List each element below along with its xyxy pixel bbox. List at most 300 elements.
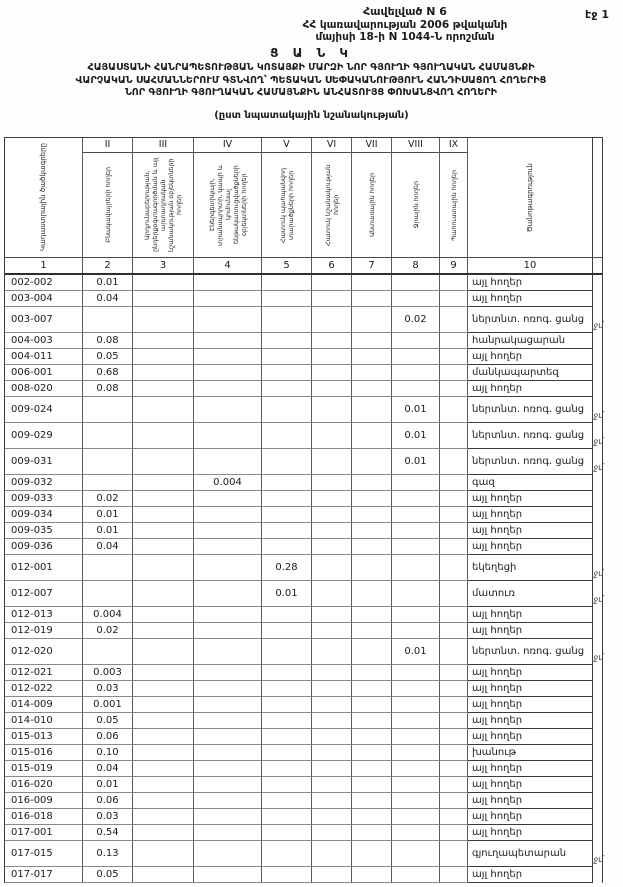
- area-value-cell: [352, 665, 392, 681]
- remark-cell: մանկապարտեզ: [468, 365, 593, 381]
- area-value-cell: [440, 539, 468, 555]
- area-value-cell: [392, 275, 440, 291]
- table-row: [5, 777, 602, 793]
- area-value-cell: 0.01: [83, 507, 133, 523]
- area-value-cell: [392, 825, 440, 841]
- area-value-cell: 0.06: [83, 793, 133, 809]
- area-value-cell: [194, 623, 262, 639]
- area-value-cell: [133, 681, 194, 697]
- cadastral-code-cell: 014-010: [5, 713, 83, 729]
- area-value-cell: [440, 681, 468, 697]
- area-value-cell: [312, 639, 352, 665]
- remark-cell: այլ հողեր: [468, 523, 593, 539]
- area-value-cell: [312, 867, 352, 883]
- area-value-cell: 0.08: [83, 381, 133, 397]
- area-value-cell: [133, 539, 194, 555]
- handwritten-margin-annotation: [592, 713, 602, 730]
- roman-numeral: V: [262, 138, 311, 153]
- area-value-cell: [312, 307, 352, 333]
- area-value-cell: [194, 555, 262, 581]
- table-row: [5, 825, 602, 841]
- area-value-cell: 0.01: [83, 523, 133, 539]
- area-value-cell: [312, 523, 352, 539]
- area-value-cell: [440, 275, 468, 291]
- area-value-cell: [352, 449, 392, 475]
- area-value-cell: [194, 607, 262, 623]
- column-header-reserve-lands: [440, 138, 468, 257]
- area-value-cell: [133, 867, 194, 883]
- area-value-cell: [392, 607, 440, 623]
- area-value-cell: [440, 423, 468, 449]
- cadastral-code-cell: 008-020: [5, 381, 83, 397]
- area-value-cell: [262, 381, 312, 397]
- area-value-cell: [133, 365, 194, 381]
- handwritten-margin-annotation: [592, 681, 602, 698]
- handwritten-margin-annotation: [592, 475, 602, 492]
- page-number-label: էջ 1: [585, 8, 609, 21]
- area-value-cell: [194, 491, 262, 507]
- rotated-header-label: Էներգետիկայի, տրանսպորտի, կապի և կոմունալ ենթակառուցվածքների օբյեկտների հողեր: [207, 164, 248, 246]
- remark-cell: այլ հողեր: [468, 381, 593, 397]
- remark-cell: այլ հողեր: [468, 607, 593, 623]
- area-value-cell: [312, 793, 352, 809]
- area-value-cell: [440, 397, 468, 423]
- area-value-cell: [440, 349, 468, 365]
- rotated-header-label: Ծանոթագրություն: [525, 162, 534, 233]
- cadastral-code-cell: 009-029: [5, 423, 83, 449]
- handwritten-margin-annotation: [592, 381, 602, 398]
- area-value-cell: [392, 365, 440, 381]
- area-value-cell: [133, 793, 194, 809]
- area-value-cell: [440, 665, 468, 681]
- remark-cell: գյուղապետարան: [468, 841, 593, 867]
- area-value-cell: [133, 809, 194, 825]
- area-value-cell: [133, 275, 194, 291]
- area-value-cell: [352, 639, 392, 665]
- handwritten-margin-annotation: ջմ: [593, 436, 604, 448]
- area-value-cell: [440, 697, 468, 713]
- area-value-cell: [194, 365, 262, 381]
- area-value-cell: [262, 639, 312, 665]
- area-value-cell: 0.03: [83, 681, 133, 697]
- handwritten-margin-annotation: [592, 365, 602, 382]
- area-value-cell: [392, 841, 440, 867]
- area-value-cell: [392, 507, 440, 523]
- area-value-cell: [312, 423, 352, 449]
- area-value-cell: [194, 761, 262, 777]
- cadastral-code-cell: 012-022: [5, 681, 83, 697]
- area-value-cell: [352, 275, 392, 291]
- area-value-cell: [83, 449, 133, 475]
- area-value-cell: [262, 841, 312, 867]
- handwritten-margin-annotation: [592, 867, 602, 884]
- area-value-cell: [83, 397, 133, 423]
- rotated-header-label: Ջրային հողեր: [411, 181, 420, 229]
- area-value-cell: [440, 777, 468, 793]
- area-value-cell: [392, 665, 440, 681]
- handwritten-margin-annotation: [592, 333, 602, 350]
- table-header-row: [5, 138, 602, 257]
- roman-numeral: II: [83, 138, 132, 153]
- area-value-cell: [312, 713, 352, 729]
- area-value-cell: [352, 475, 392, 491]
- remark-cell: գազ: [468, 475, 593, 491]
- area-value-cell: [312, 349, 352, 365]
- area-value-cell: [352, 867, 392, 883]
- area-value-cell: [440, 365, 468, 381]
- cadastral-code-cell: 004-011: [5, 349, 83, 365]
- area-value-cell: 0.04: [83, 291, 133, 307]
- cadastral-code-cell: 002-002: [5, 275, 83, 291]
- table-row: [5, 681, 602, 697]
- cadastral-code-cell: 015-019: [5, 761, 83, 777]
- area-value-cell: [440, 581, 468, 607]
- area-value-cell: [194, 639, 262, 665]
- area-value-cell: [262, 745, 312, 761]
- area-value-cell: [312, 475, 352, 491]
- area-value-cell: [262, 607, 312, 623]
- area-value-cell: [352, 539, 392, 555]
- remark-cell: ներտնտ. ոռոգ. ցանց: [468, 639, 593, 665]
- area-value-cell: [262, 697, 312, 713]
- area-value-cell: [194, 275, 262, 291]
- remark-cell: այլ հողեր: [468, 729, 593, 745]
- column-number: 1: [5, 258, 83, 273]
- area-value-cell: [262, 475, 312, 491]
- area-value-cell: [312, 555, 352, 581]
- remark-cell: այլ հողեր: [468, 275, 593, 291]
- cadastral-code-cell: 009-036: [5, 539, 83, 555]
- handwritten-margin-annotation: [592, 777, 602, 794]
- remark-cell: եկեղեցի: [468, 555, 593, 581]
- area-value-cell: [312, 539, 352, 555]
- area-value-cell: [133, 581, 194, 607]
- table-row: [5, 491, 602, 507]
- area-value-cell: 0.01: [392, 639, 440, 665]
- area-value-cell: [312, 365, 352, 381]
- area-value-cell: 0.05: [83, 867, 133, 883]
- remark-cell: այլ հողեր: [468, 539, 593, 555]
- area-value-cell: [440, 291, 468, 307]
- area-value-cell: [392, 539, 440, 555]
- area-value-cell: [440, 491, 468, 507]
- table-row: [5, 507, 602, 523]
- cadastral-code-cell: 012-020: [5, 639, 83, 665]
- handwritten-margin-annotation: [592, 809, 602, 826]
- handwritten-margin-annotation: [592, 349, 602, 366]
- cadastral-code-cell: 017-017: [5, 867, 83, 883]
- area-value-cell: [133, 697, 194, 713]
- remark-cell: այլ հողեր: [468, 291, 593, 307]
- column-header-settlement-lands: [83, 138, 133, 257]
- rotated-header-label: Կադաստրային ծածկագրերը: [39, 143, 48, 252]
- column-number: 7: [352, 258, 392, 273]
- area-value-cell: [262, 307, 312, 333]
- remark-cell: այլ հողեր: [468, 809, 593, 825]
- handwritten-margin-annotation: [592, 607, 602, 624]
- table-row: [5, 275, 602, 291]
- handwritten-margin-annotation: [592, 665, 602, 682]
- area-value-cell: [352, 365, 392, 381]
- area-value-cell: [194, 867, 262, 883]
- cadastral-code-cell: 006-001: [5, 365, 83, 381]
- area-value-cell: [194, 665, 262, 681]
- table-row: [5, 867, 602, 883]
- table-row: [5, 745, 602, 761]
- area-value-cell: [262, 777, 312, 793]
- area-value-cell: [262, 449, 312, 475]
- area-value-cell: [194, 381, 262, 397]
- area-value-cell: [83, 307, 133, 333]
- area-value-cell: [262, 825, 312, 841]
- area-value-cell: [194, 809, 262, 825]
- area-value-cell: [440, 761, 468, 777]
- cadastral-code-cell: 017-015: [5, 841, 83, 867]
- table-row: [5, 307, 602, 333]
- handwritten-margin-annotation: [592, 793, 602, 810]
- roman-numeral: VI: [312, 138, 351, 153]
- handwritten-margin-annotation: ջմ: [593, 410, 604, 422]
- area-value-cell: [352, 555, 392, 581]
- area-value-cell: [312, 809, 352, 825]
- area-value-cell: [392, 729, 440, 745]
- area-value-cell: [194, 841, 262, 867]
- area-value-cell: [83, 581, 133, 607]
- area-value-cell: [133, 665, 194, 681]
- handwritten-margin-annotation: [592, 291, 602, 308]
- column-number: 5: [262, 258, 312, 273]
- area-value-cell: [262, 713, 312, 729]
- area-value-cell: [392, 867, 440, 883]
- area-value-cell: [83, 475, 133, 491]
- area-value-cell: [262, 291, 312, 307]
- table-row: [5, 841, 602, 867]
- roman-numeral: IV: [194, 138, 261, 153]
- area-value-cell: [133, 745, 194, 761]
- remark-cell: ներտնտ. ոռոգ. ցանց: [468, 423, 593, 449]
- column-number: 9: [440, 258, 468, 273]
- area-value-cell: [352, 523, 392, 539]
- area-value-cell: 0.08: [83, 333, 133, 349]
- table-row: [5, 523, 602, 539]
- area-value-cell: 0.02: [392, 307, 440, 333]
- table-row: [5, 809, 602, 825]
- area-value-cell: [312, 275, 352, 291]
- remark-cell: այլ հողեր: [468, 761, 593, 777]
- cadastral-code-cell: 003-004: [5, 291, 83, 307]
- area-value-cell: [392, 681, 440, 697]
- area-value-cell: 0.10: [83, 745, 133, 761]
- column-numbers-row: [5, 257, 602, 275]
- area-value-cell: [133, 639, 194, 665]
- area-value-cell: 0.01: [262, 581, 312, 607]
- area-value-cell: [194, 523, 262, 539]
- area-value-cell: [133, 761, 194, 777]
- remark-cell: ներտնտ. ոռոգ. ցանց: [468, 307, 593, 333]
- area-value-cell: [312, 449, 352, 475]
- area-value-cell: 0.001: [83, 697, 133, 713]
- area-value-cell: [392, 793, 440, 809]
- area-value-cell: [352, 809, 392, 825]
- handwritten-margin-annotation: [592, 623, 602, 640]
- handwritten-margin-annotation: ջմ: [593, 652, 604, 664]
- area-value-cell: 0.004: [83, 607, 133, 623]
- table-row: [5, 475, 602, 491]
- remark-cell: այլ հողեր: [468, 491, 593, 507]
- area-value-cell: [392, 555, 440, 581]
- area-value-cell: [352, 307, 392, 333]
- area-value-cell: [352, 777, 392, 793]
- area-value-cell: 0.68: [83, 365, 133, 381]
- area-value-cell: [262, 507, 312, 523]
- remark-cell: ներտնտ. ոռոգ. ցանց: [468, 449, 593, 475]
- area-value-cell: 0.28: [262, 555, 312, 581]
- remark-cell: այլ հողեր: [468, 665, 593, 681]
- table-row: [5, 623, 602, 639]
- area-value-cell: [312, 381, 352, 397]
- area-value-cell: [440, 449, 468, 475]
- area-value-cell: [440, 507, 468, 523]
- cadastral-code-cell: 016-020: [5, 777, 83, 793]
- area-value-cell: [352, 793, 392, 809]
- area-value-cell: [392, 523, 440, 539]
- rotated-header-label: Անտառային հողեր: [367, 173, 376, 237]
- area-value-cell: [133, 333, 194, 349]
- area-value-cell: [392, 809, 440, 825]
- area-value-cell: [194, 423, 262, 449]
- cadastral-code-cell: 012-021: [5, 665, 83, 681]
- area-value-cell: [392, 745, 440, 761]
- area-value-cell: 0.54: [83, 825, 133, 841]
- rotated-header-label: Պահուստային հողեր: [449, 169, 458, 241]
- area-value-cell: [194, 397, 262, 423]
- title-line-2: ՎԱՐՉԱԿԱՆ ՍԱՀՄԱՆՆԵՐՈՒՄ ԳՏՆՎՈՂ՝ ՊԵՏԱԿԱՆ ՍԵՓԱԿԱՆՈՒԹՅՈՒՆ ՀԱՆԴԻՍԱՑՈՂ ՀՈՂԵՐԻՑ: [75, 74, 547, 86]
- area-value-cell: [83, 423, 133, 449]
- area-value-cell: [312, 841, 352, 867]
- area-value-cell: [194, 539, 262, 555]
- area-value-cell: [262, 491, 312, 507]
- area-value-cell: [392, 333, 440, 349]
- table-row: [5, 729, 602, 745]
- table-row: [5, 581, 602, 607]
- area-value-cell: 0.02: [83, 623, 133, 639]
- area-value-cell: [352, 507, 392, 523]
- handwritten-margin-annotation: [592, 697, 602, 714]
- column-number: 2: [83, 258, 133, 273]
- table-row: [5, 349, 602, 365]
- table-row: [5, 397, 602, 423]
- area-value-cell: [440, 639, 468, 665]
- area-value-cell: [194, 777, 262, 793]
- handwritten-margin-annotation: [592, 729, 602, 746]
- list-heading: Ց Ա Ն Կ: [270, 46, 353, 60]
- table-row: [5, 665, 602, 681]
- area-value-cell: [194, 581, 262, 607]
- remark-cell: խանութ: [468, 745, 593, 761]
- rotated-header-label: Արդյունաբերության, ընդերքօգտագործման և այլ արտադրական նշանակության օբյեկտների հողեր: [143, 157, 183, 253]
- area-value-cell: 0.13: [83, 841, 133, 867]
- area-value-cell: 0.01: [392, 449, 440, 475]
- roman-numeral: IX: [440, 138, 467, 153]
- area-value-cell: [133, 729, 194, 745]
- area-value-cell: 0.003: [83, 665, 133, 681]
- area-value-cell: [352, 729, 392, 745]
- cadastral-code-cell: 014-009: [5, 697, 83, 713]
- area-value-cell: 0.01: [83, 777, 133, 793]
- area-value-cell: [262, 423, 312, 449]
- area-value-cell: [194, 333, 262, 349]
- area-value-cell: [352, 333, 392, 349]
- roman-numeral: III: [133, 138, 193, 153]
- column-header-remarks: [468, 138, 593, 257]
- remark-cell: հանրակացարան: [468, 333, 593, 349]
- rotated-header-label: Բնակավայրերի հողեր: [103, 167, 112, 243]
- area-value-cell: [194, 449, 262, 475]
- area-value-cell: [262, 397, 312, 423]
- area-value-cell: [392, 581, 440, 607]
- area-value-cell: [312, 333, 352, 349]
- area-value-cell: [440, 623, 468, 639]
- cadastral-code-cell: 017-001: [5, 825, 83, 841]
- area-value-cell: [440, 713, 468, 729]
- area-value-cell: [440, 333, 468, 349]
- column-header-industrial-lands: [133, 138, 194, 257]
- area-value-cell: [440, 607, 468, 623]
- area-value-cell: [392, 291, 440, 307]
- handwritten-margin-annotation: ջմ: [593, 320, 604, 332]
- area-value-cell: [392, 381, 440, 397]
- area-value-cell: [194, 307, 262, 333]
- cadastral-code-cell: 009-024: [5, 397, 83, 423]
- area-value-cell: [392, 491, 440, 507]
- cadastral-code-cell: 009-031: [5, 449, 83, 475]
- handwritten-margin-annotation: ջմ: [593, 594, 604, 606]
- area-value-cell: [392, 761, 440, 777]
- table-row: [5, 423, 602, 449]
- remark-cell: այլ հողեր: [468, 623, 593, 639]
- area-value-cell: [312, 507, 352, 523]
- table-row: [5, 639, 602, 665]
- table-row: [5, 555, 602, 581]
- roman-numeral: VIII: [392, 138, 439, 153]
- area-value-cell: [133, 841, 194, 867]
- handwritten-margin-annotation: [592, 745, 602, 762]
- cadastral-code-cell: 012-001: [5, 555, 83, 581]
- area-value-cell: [312, 697, 352, 713]
- cadastral-code-cell: 012-013: [5, 607, 83, 623]
- area-value-cell: [133, 713, 194, 729]
- handwritten-margin-annotation: [592, 761, 602, 778]
- area-value-cell: [262, 623, 312, 639]
- cadastral-code-cell: 016-009: [5, 793, 83, 809]
- remark-cell: ներտնտ. ոռոգ. ցանց: [468, 397, 593, 423]
- remark-cell: այլ հողեր: [468, 349, 593, 365]
- area-value-cell: [133, 607, 194, 623]
- area-value-cell: [262, 333, 312, 349]
- area-value-cell: [352, 397, 392, 423]
- area-value-cell: [312, 291, 352, 307]
- area-value-cell: [194, 507, 262, 523]
- remark-cell: մատուռ: [468, 581, 593, 607]
- area-value-cell: [352, 349, 392, 365]
- cadastral-code-cell: 009-034: [5, 507, 83, 523]
- area-value-cell: [133, 523, 194, 539]
- area-value-cell: [440, 809, 468, 825]
- area-value-cell: [262, 761, 312, 777]
- area-value-cell: [312, 491, 352, 507]
- area-value-cell: [262, 665, 312, 681]
- cadastral-code-cell: 009-035: [5, 523, 83, 539]
